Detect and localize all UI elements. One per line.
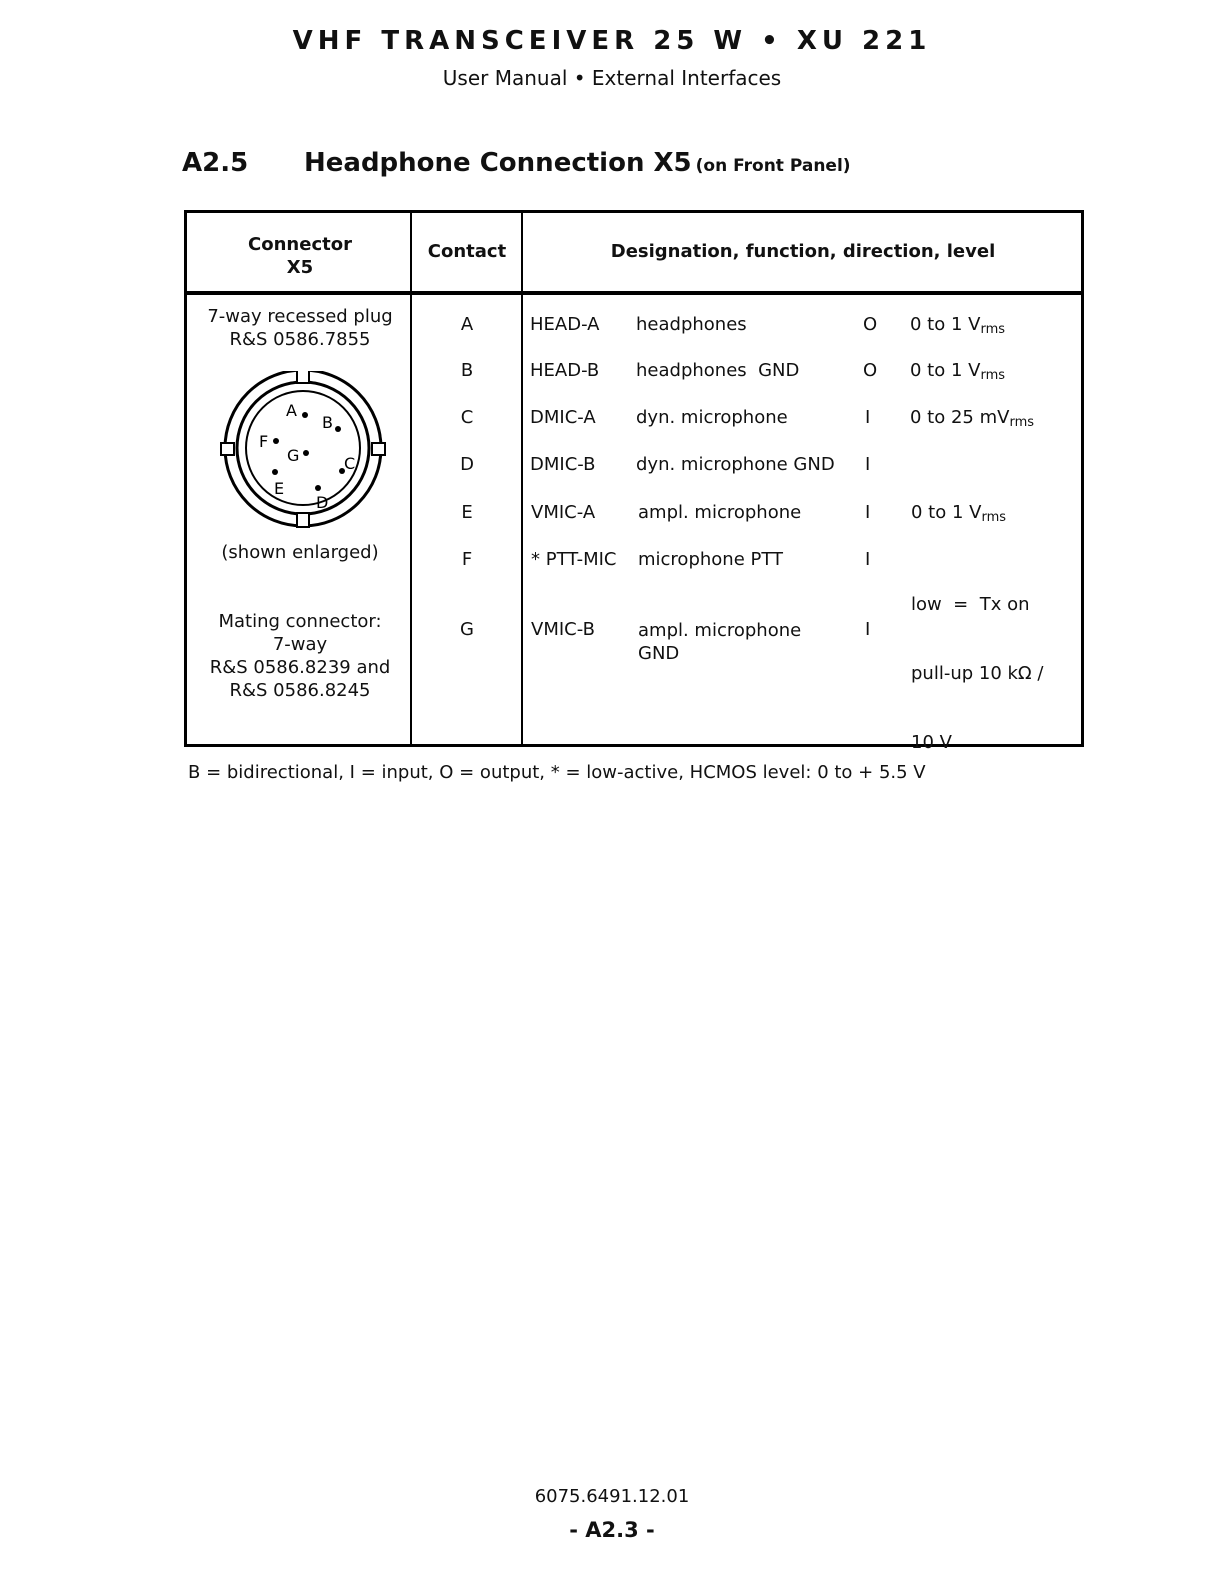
row-level-unit: rms — [980, 322, 1006, 337]
pin-label-F: F — [259, 432, 269, 451]
section-parenthetical: (on Front Panel) — [695, 156, 851, 176]
pin-E — [272, 469, 278, 475]
section-heading — [182, 148, 851, 178]
header-divider — [187, 291, 1081, 295]
connector-plug-line1: 7-way recessed plug — [207, 306, 393, 327]
document-header-subtitle: User Manual • External Interfaces — [442, 66, 782, 90]
pin-label-D: D — [316, 493, 329, 512]
row-function: dyn. microphone — [636, 407, 788, 428]
row-contact: C — [460, 407, 474, 428]
row-level — [910, 360, 1005, 383]
document-header-title: VHF TRANSCEIVER 25 W • XU 221 — [292, 26, 932, 56]
row-function-line1: ampl. microphone — [638, 620, 802, 641]
row-direction: I — [865, 407, 871, 428]
pin-label-G: G — [287, 446, 300, 465]
mating-line3: R&S 0586.8239 and — [209, 657, 391, 678]
row-level — [910, 314, 1005, 337]
row-function: microphone PTT — [638, 549, 784, 570]
row-level-unit: rms — [1009, 415, 1035, 430]
row-signal: HEAD-B — [530, 360, 600, 381]
row-signal: * PTT-MIC — [531, 549, 617, 570]
row-level — [910, 407, 1034, 430]
row-level — [911, 547, 1043, 800]
pin-B — [335, 426, 341, 432]
connector-plug-description — [187, 305, 413, 351]
row-signal: DMIC-A — [530, 407, 596, 428]
row-signal: VMIC-A — [531, 502, 596, 523]
mating-line1: Mating connector: — [218, 611, 382, 632]
pin-label-A: A — [286, 401, 297, 420]
document-number: 6075.6491.12.01 — [534, 1486, 690, 1507]
row-level-value: 0 to 1 V — [910, 314, 981, 335]
header-connector — [187, 233, 413, 279]
pin-A — [302, 412, 308, 418]
row-level-line3: 10 V — [911, 732, 952, 753]
row-level-unit: rms — [981, 510, 1007, 525]
connector-diagram — [220, 371, 390, 541]
connector-inner-ring — [237, 382, 369, 514]
pin-label-B: B — [322, 413, 333, 432]
pin-table — [184, 210, 1084, 753]
row-signal: HEAD-A — [530, 314, 600, 335]
row-contact: B — [460, 360, 474, 381]
row-level-unit: rms — [980, 368, 1006, 383]
pin-F — [273, 438, 279, 444]
pin-D — [315, 485, 321, 491]
row-function: dyn. microphone GND — [636, 454, 835, 475]
row-direction: I — [865, 619, 871, 640]
row-function-line2: GND — [638, 643, 680, 664]
row-function: headphones — [636, 314, 747, 335]
row-level-value: 0 to 1 V — [911, 502, 982, 523]
row-direction: I — [865, 549, 871, 570]
pin-label-C: C — [344, 454, 356, 473]
mating-line2: 7-way — [272, 634, 328, 655]
table-footnote: B = bidirectional, I = input, O = output, * = low-active, HCMOS level: 0 to + 5.5 V — [188, 762, 926, 783]
row-level — [911, 502, 1006, 525]
mating-connector-description — [187, 610, 413, 702]
row-direction: O — [863, 314, 878, 335]
row-contact: G — [460, 619, 474, 640]
header-designation: Designation, function, direction, level — [610, 241, 996, 262]
row-level-line1: low = Tx on — [911, 594, 1030, 615]
header-contact: Contact — [427, 241, 507, 262]
row-function: ampl. microphone — [638, 502, 802, 523]
connector-shown-enlarged: (shown enlarged) — [221, 542, 379, 563]
row-function: headphones GND — [636, 360, 800, 381]
row-signal: VMIC-B — [531, 619, 595, 640]
connector-plug-line2: R&S 0586.7855 — [229, 329, 371, 350]
row-direction: I — [865, 454, 871, 475]
row-contact: D — [460, 454, 474, 475]
row-contact: A — [460, 314, 474, 335]
section-number: A2.5 — [182, 148, 249, 178]
row-contact: E — [461, 502, 473, 523]
page-number: - A2.3 - — [569, 1518, 655, 1542]
header-connector-line2: X5 — [286, 257, 314, 278]
section-title: Headphone Connection X5 — [304, 148, 692, 178]
header-connector-line1: Connector — [248, 234, 352, 255]
row-function — [638, 619, 801, 665]
row-level-value: 0 to 25 mV — [910, 407, 1010, 428]
mating-line4: R&S 0586.8245 — [229, 680, 371, 701]
pin-G — [303, 450, 309, 456]
row-signal: DMIC-B — [530, 454, 596, 475]
row-level-value: 0 to 1 V — [910, 360, 981, 381]
row-direction: I — [865, 502, 871, 523]
connector-outer-ring — [225, 371, 381, 526]
row-contact: F — [461, 549, 473, 570]
pin-label-E: E — [274, 479, 285, 498]
row-direction: O — [863, 360, 878, 381]
row-level-line2: pull-up 10 kΩ / — [911, 663, 1044, 684]
